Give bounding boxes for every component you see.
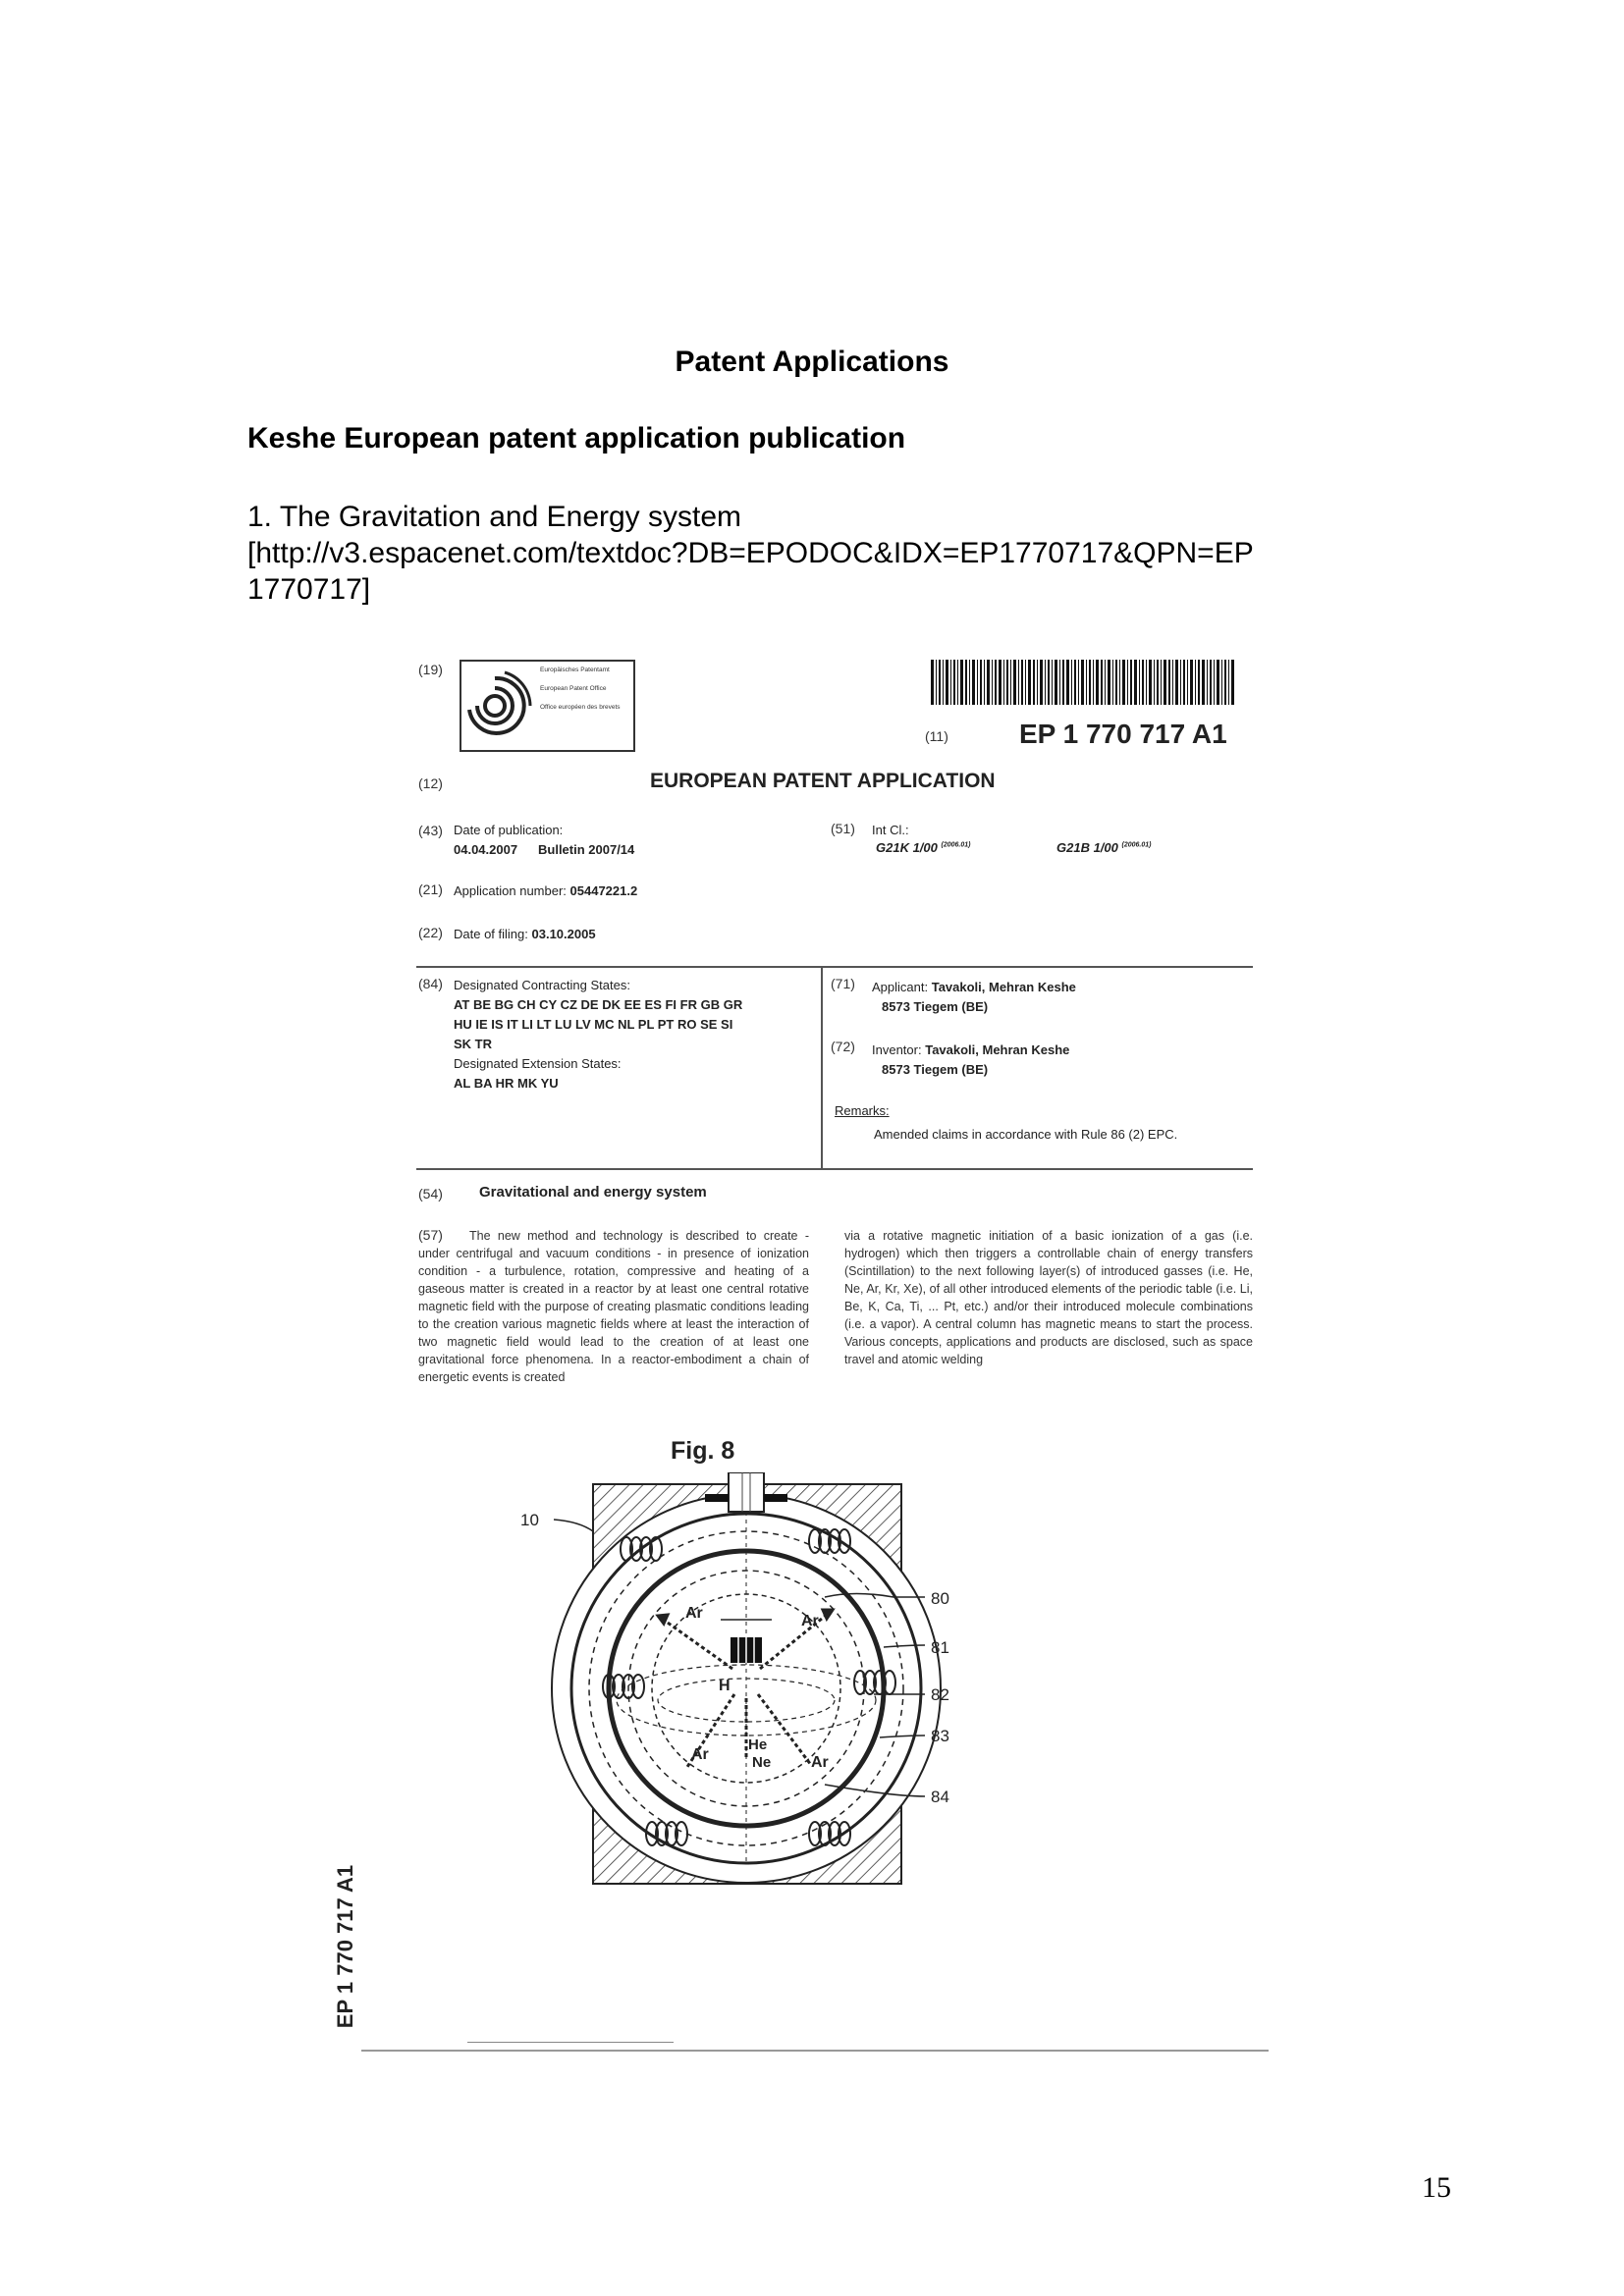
designated-line-1: AT BE BG CH CY CZ DE DK EE ES FI FR GB GR: [454, 997, 743, 1012]
footer-short-rule: [467, 2042, 674, 2043]
remarks-text: Amended claims in accordance with Rule 86 (2) EPC.: [874, 1127, 1178, 1142]
gas-label-ne: Ne: [752, 1754, 772, 1771]
field-19-number: (19): [418, 662, 443, 677]
pub-date-label: Date of publication:: [454, 823, 564, 837]
extension-label: Designated Extension States:: [454, 1056, 622, 1071]
gas-label-he: He: [748, 1736, 768, 1753]
int-cl-1-code: G21K 1/00: [876, 840, 938, 855]
gas-label-ar-3: Ar: [691, 1746, 709, 1763]
designated-states: [454, 976, 742, 1094]
remarks-label: Remarks:: [835, 1103, 890, 1118]
applicant-name: Tavakoli, Mehran Keshe: [931, 980, 1076, 994]
abstract-left: The new method and technology is described to create - under centrifugal and vacuum conditions - in presence of ionization condition - a turbulence, rotation, compressive and heating of a gaseous matter is created in a reactor by at least one central rotative magnetic field with the purpose of creating plasmatic conditions leading to the creation various magnetic fields where at least the interaction of two magnetic field would lead to the creation of at least one gravitational force phenomena. In a reactor-embodiment a chain of energetic events is created: [418, 1229, 809, 1384]
field-57-number: (57): [418, 1227, 443, 1243]
bulletin: Bulletin 2007/14: [538, 842, 635, 857]
figure-8-drawing: [363, 1472, 1276, 2061]
section-subtitle: Keshe European patent application publication: [247, 422, 906, 454]
publication-number: EP 1 770 717 A1: [1019, 719, 1227, 749]
designated-line-3: SK TR: [454, 1037, 492, 1051]
gas-label-h: H: [719, 1678, 731, 1694]
office-line-en: European Patent Office: [540, 685, 607, 692]
int-cl-2-code: G21B 1/00: [1056, 840, 1118, 855]
gas-label-ar-1: Ar: [685, 1605, 703, 1622]
int-cl-2-version: (2006.01): [1121, 841, 1152, 849]
applicant-address: 8573 Tiegem (BE): [882, 999, 989, 1014]
int-cl-1-version: (2006.01): [941, 841, 971, 849]
field-11-number: (11): [925, 728, 948, 744]
ref-label-81: 81: [931, 1638, 949, 1657]
office-line-fr: Office européen des brevets: [540, 704, 621, 711]
applicant-block: [872, 978, 1076, 1017]
footer-long-rule: [361, 2050, 1269, 2052]
field-54-number: (54): [418, 1186, 443, 1201]
divider-bottom: [416, 1168, 1253, 1170]
divider-top: [416, 966, 1253, 968]
app-number: 05447221.2: [569, 883, 638, 898]
patent-item-url-line2: 1770717]: [247, 573, 371, 606]
field-72-number: (72): [831, 1039, 855, 1054]
ref-label-10: 10: [520, 1511, 539, 1529]
office-line-de: Europäisches Patentamt: [540, 667, 610, 673]
field-22-number: (22): [418, 925, 443, 940]
app-number-label: Application number:: [454, 883, 567, 898]
inventor-name: Tavakoli, Mehran Keshe: [925, 1042, 1070, 1057]
inventor-address: 8573 Tiegem (BE): [882, 1062, 989, 1077]
patent-item-url-line1: [http://v3.espacenet.com/textdoc?DB=EPODOC&IDX=EP1770717&QPN=EP: [247, 537, 1254, 569]
designated-label: Designated Contracting States:: [454, 978, 630, 992]
document-type: EUROPEAN PATENT APPLICATION: [650, 770, 996, 792]
abstract-right: via a rotative magnetic initiation of a basic ionization of a gas (i.e. hydrogen) which then triggers a controllable chain of energy transfers (Scintillation) to the next following layer(s) of introduced gasses (i.e. He, Ne, Ar, Kr, Xe), of all other introduced elements of the periodic table (i.e. Li, Be, K, Ca, Ti, ... Pt, etc.) and/or their introduced molecule combinations (i.e. a vapor). A central column has magnetic means to start the process. Various concepts, applications and products are disclosed, such as space travel and atomic welding: [844, 1229, 1253, 1366]
pub-date: 04.04.2007: [454, 842, 518, 857]
filing-date: 03.10.2005: [531, 927, 596, 941]
side-publication-number: EP 1 770 717 A1: [333, 1864, 357, 2029]
ref-label-83: 83: [931, 1727, 949, 1745]
field-51-number: (51): [831, 821, 855, 836]
filing-label: Date of filing:: [454, 927, 528, 941]
epo-logo-box: [460, 660, 635, 752]
field-71-number: (71): [831, 976, 855, 991]
extension-states: AL BA HR MK YU: [454, 1076, 559, 1091]
ref-label-82: 82: [931, 1685, 949, 1704]
field-12-number: (12): [418, 775, 443, 791]
inventor-block: [872, 1041, 1069, 1080]
patent-item-label: 1. The Gravitation and Energy system: [247, 501, 742, 533]
filing-date-row: [454, 927, 596, 941]
designated-line-2: HU IE IS IT LI LT LU LV MC NL PL PT RO SE SI: [454, 1017, 733, 1032]
page-title: Patent Applications: [675, 346, 949, 378]
figure-title: Fig. 8: [671, 1437, 735, 1465]
application-number-row: [454, 883, 637, 898]
patent-front-page: [333, 648, 1276, 2061]
ref-label-84: 84: [931, 1788, 949, 1806]
ref-label-80: 80: [931, 1589, 949, 1608]
barcode: [931, 660, 1237, 705]
int-cl-label: Int Cl.:: [872, 823, 909, 837]
inventor-label: Inventor:: [872, 1042, 922, 1057]
invention-title: Gravitational and energy system: [479, 1184, 707, 1201]
patent-item: [247, 499, 1254, 608]
page-number: 15: [1422, 2171, 1451, 2204]
int-cl-2: [1056, 840, 1151, 855]
gas-label-ar-4: Ar: [811, 1754, 829, 1771]
divider-column: [821, 966, 823, 1170]
field-43-number: (43): [418, 823, 443, 838]
field-21-number: (21): [418, 881, 443, 897]
gas-label-ar-2: Ar: [801, 1613, 819, 1629]
applicant-label: Applicant:: [872, 980, 929, 994]
field-84-number: (84): [418, 976, 443, 991]
int-cl-1: [876, 840, 970, 855]
epo-logo-icon: [465, 667, 542, 743]
